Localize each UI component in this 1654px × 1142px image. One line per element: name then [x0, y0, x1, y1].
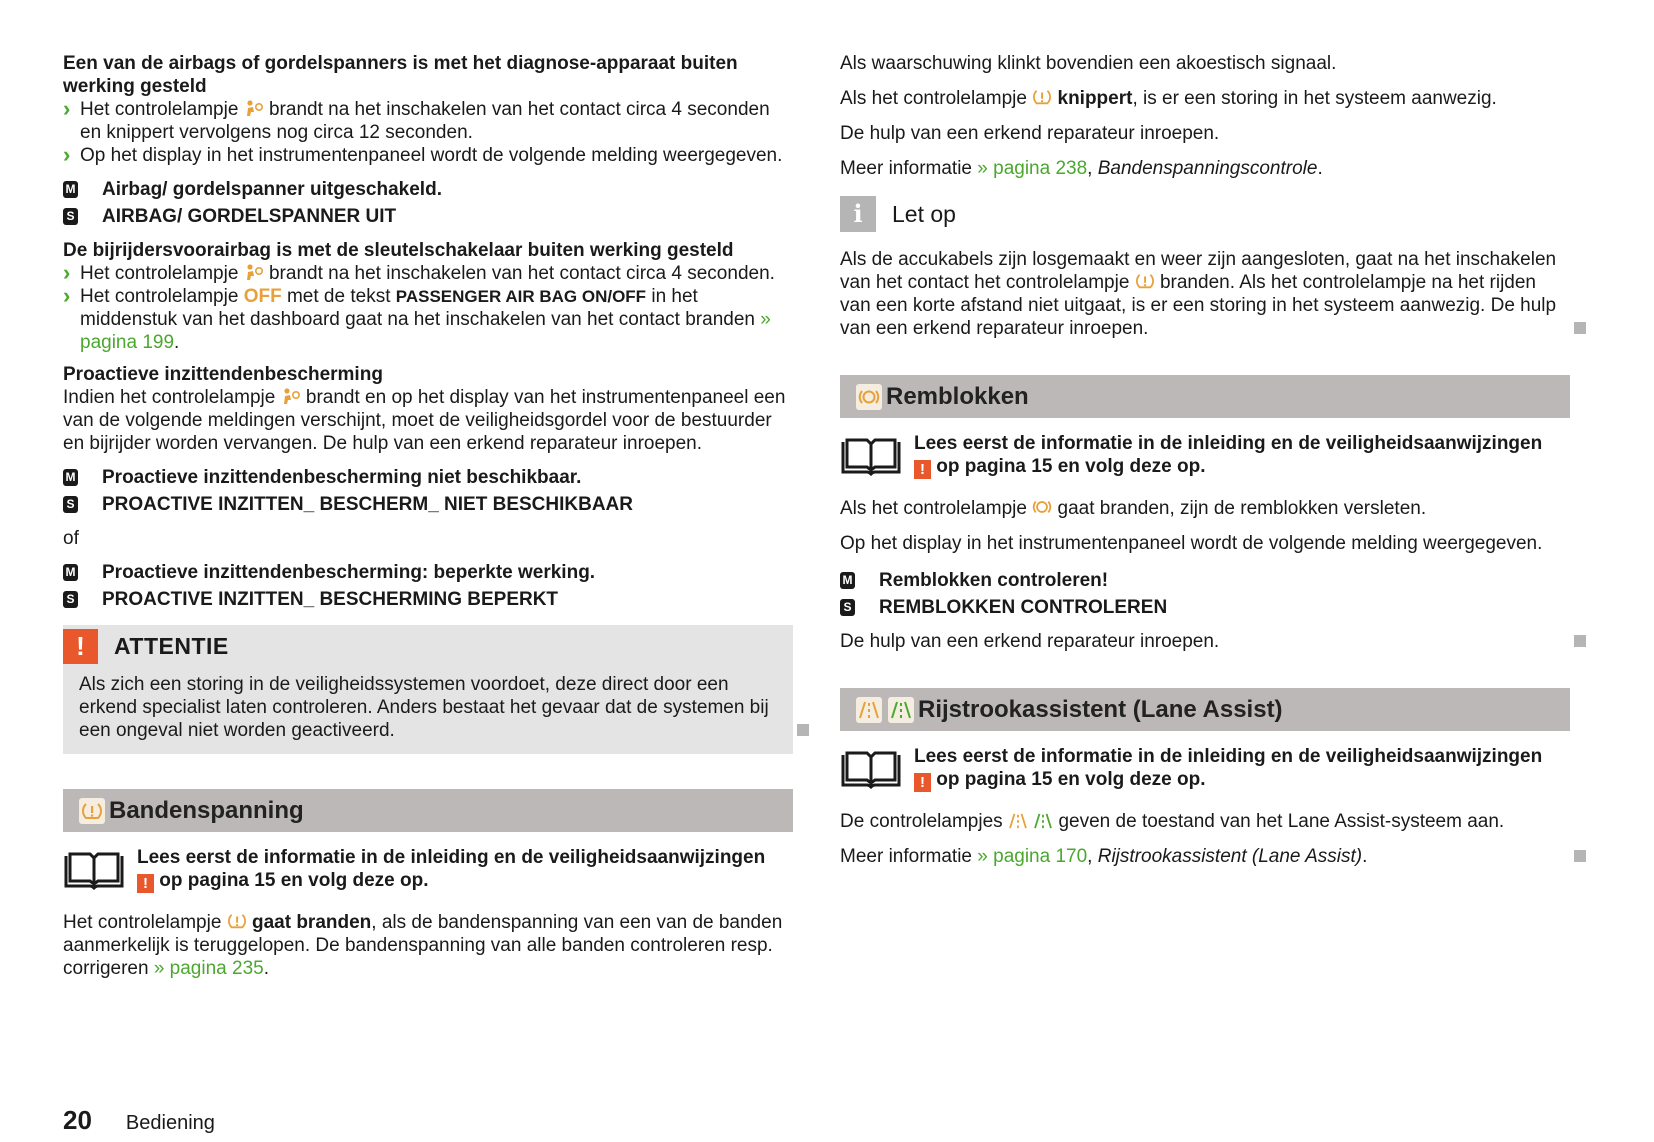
page-link[interactable]: » pagina 238	[977, 158, 1088, 179]
tire-pressure-icon	[1135, 272, 1155, 290]
note-header	[840, 196, 1570, 232]
airbag-warning-icon	[281, 387, 301, 405]
s-icon: S	[63, 591, 78, 608]
book-icon	[63, 850, 125, 890]
brake-pad-icon	[856, 384, 882, 410]
section-end-marker	[797, 724, 809, 736]
read-first-notice: Lees eerst de informatie in de inleiding en de veiligheidsaanwijzingen ! op pagina 15 en volg deze op.	[840, 432, 1570, 479]
message-mfa: M Airbag/ gordelspanner uitgeschakeld.	[63, 176, 793, 203]
warning-header	[63, 625, 793, 667]
off-indicator: OFF	[243, 286, 282, 307]
or-text: of	[63, 528, 79, 549]
info-icon: i	[840, 196, 876, 232]
airbag-warning-icon	[244, 99, 264, 117]
section-title: Remblokken	[886, 383, 1029, 410]
footer-section: Bediening	[125, 1112, 215, 1134]
message-segment: S REMBLOKKEN CONTROLEREN	[840, 594, 1570, 621]
read-first-notice: Lees eerst de informatie in de inleiding en de veiligheidsaanwijzingen ! op pagina 15 en volg deze op.	[840, 745, 1570, 792]
section-end-marker	[1574, 850, 1586, 862]
tire-pressure-icon	[1032, 88, 1052, 106]
warning-icon: !	[914, 773, 931, 792]
m-icon: M	[63, 469, 78, 486]
m-icon: M	[63, 181, 78, 198]
note-title: Let op	[892, 200, 956, 227]
section-end-marker	[1574, 635, 1586, 647]
section-title: Rijstrookassistent (Lane Assist)	[918, 696, 1283, 723]
help-text: De hulp van een erkend reparateur inroepen.	[840, 630, 1570, 653]
section-header-remblokken	[840, 375, 1570, 418]
book-icon	[840, 749, 902, 789]
message-mfa: M Remblokken controleren!	[840, 567, 1570, 594]
warning-title: ATTENTIE	[114, 632, 229, 659]
m-icon: M	[840, 572, 855, 589]
s-icon: S	[840, 599, 855, 616]
list-item: › Het controlelampje brandt na het inschakelen van het contact circa 4 seconden.	[63, 262, 793, 285]
m-icon: M	[63, 564, 78, 581]
s-icon: S	[63, 208, 78, 225]
display-text: Op het display in het instrumentenpaneel wordt de volgende melding weergegeven.	[840, 533, 1543, 554]
brake-pad-icon	[1032, 498, 1052, 516]
page-link[interactable]: » pagina 170	[977, 846, 1088, 867]
page-number: 20	[63, 1105, 92, 1135]
left-column	[63, 52, 793, 992]
list-item: › Het controlelampje brandt na het inschakelen van het contact circa 4 seconden en knippert vervolgens nog circa 12 seconden.	[63, 98, 793, 144]
proactive-text: Indien het controlelampje brandt en op het display van het instrumentenpaneel een van de volgende meldingen verschijnt, moet de veiligheidsgordel voor de bestuurder en bijrijder worden vervangen. De hulp van een erkend reparateur inroepen.	[63, 387, 786, 454]
book-icon	[840, 436, 902, 476]
passenger-airbag-heading: De bijrijdersvoorairbag is met de sleutelschakelaar buiten werking gesteld	[63, 240, 734, 261]
lane-assist-icon	[856, 697, 882, 723]
message-segment: S PROACTIVE INZITTEN_ BESCHERM_ NIET BESCHIKBAAR	[63, 491, 793, 518]
message-mfa: M Proactieve inzittendenbescherming niet beschikbaar.	[63, 464, 793, 491]
list-item: › Het controlelampje OFF met de tekst PASSENGER AIR BAG ON/OFF in het middenstuk van het dashboard gaat na het inschakelen van het contact branden » pagina 199.	[63, 285, 793, 354]
section-title: Bandenspanning	[109, 797, 304, 824]
more-info-text: Meer informatie » pagina 170, Rijstrookassistent (Lane Assist).	[840, 845, 1570, 868]
lane-assist-text: De controlelampjes geven de toestand van het Lane Assist-systeem aan.	[840, 811, 1505, 832]
warning-icon: !	[63, 629, 98, 664]
message-segment: S AIRBAG/ GORDELSPANNER UIT	[63, 203, 793, 230]
page-footer	[63, 1105, 215, 1135]
lane-assist-active-icon	[1033, 813, 1053, 829]
airbag-diag-heading: Een van de airbags of gordelspanners is met het diagnose-apparaat buiten werking gesteld	[63, 53, 738, 97]
more-info-text: Meer informatie » pagina 238, Bandenspanningscontrole.	[840, 158, 1323, 179]
warning-icon: !	[914, 460, 931, 479]
read-first-notice: Lees eerst de informatie in de inleiding en de veiligheidsaanwijzingen ! op pagina 15 en volg deze op.	[63, 846, 793, 893]
passenger-airbag-label: PASSENGER AIR BAG ON/OFF	[395, 287, 647, 306]
lane-assist-active-icon	[888, 697, 914, 723]
right-column	[840, 52, 1570, 880]
tire-pressure-text: Het controlelampje gaat branden, als de bandenspanning van een van de banden aanmerkelijk is teruggelopen. De bandenspanning van alle banden controleren resp. corrigeren » pagina 235.	[63, 912, 783, 979]
page-link[interactable]: » pagina 199	[80, 309, 771, 353]
message-mfa: M Proactieve inzittendenbescherming: beperkte werking.	[63, 559, 793, 586]
tire-pressure-icon	[227, 912, 247, 930]
section-header-lane-assist	[840, 688, 1570, 731]
acoustic-signal-text: Als waarschuwing klinkt bovendien een akoestisch signaal.	[840, 53, 1337, 74]
help-text: De hulp van een erkend reparateur inroepen.	[840, 123, 1220, 144]
brake-pads-text: Als het controlelampje gaat branden, zijn de remblokken versleten.	[840, 498, 1427, 519]
warning-box	[63, 625, 793, 754]
proactive-heading: Proactieve inzittendenbescherming	[63, 364, 383, 385]
message-segment: S PROACTIVE INZITTEN_ BESCHERMING BEPERKT	[63, 586, 793, 613]
page-link[interactable]: » pagina 235	[153, 958, 264, 979]
flashing-text: Als het controlelampje knippert, is er een storing in het systeem aanwezig.	[840, 88, 1497, 109]
airbag-warning-icon	[244, 263, 264, 281]
s-icon: S	[63, 496, 78, 513]
list-item: › Op het display in het instrumentenpaneel wordt de volgende melding weergegeven.	[63, 144, 793, 167]
warning-icon: !	[137, 874, 154, 893]
warning-text: Als zich een storing in de veiligheidssystemen voordoet, deze direct door een erkend specialist laten controleren. Anders bestaat het gevaar dat de systemen bij een ongeval niet worden geactiveerd.	[79, 674, 769, 741]
section-end-marker	[1574, 322, 1586, 334]
section-header-bandenspanning	[63, 789, 793, 832]
tire-pressure-icon	[79, 798, 105, 824]
note-text: Als de accukabels zijn losgemaakt en weer zijn aangesloten, gaat na het inschakelen van het contact het controlelampje branden. Als het controlelampje na het rijden van een korte afstand niet uitgaat, is er een storing in het systeem aanwezig. De hulp van een erkend reparateur inroepen.	[840, 248, 1570, 340]
lane-assist-icon	[1008, 813, 1028, 829]
